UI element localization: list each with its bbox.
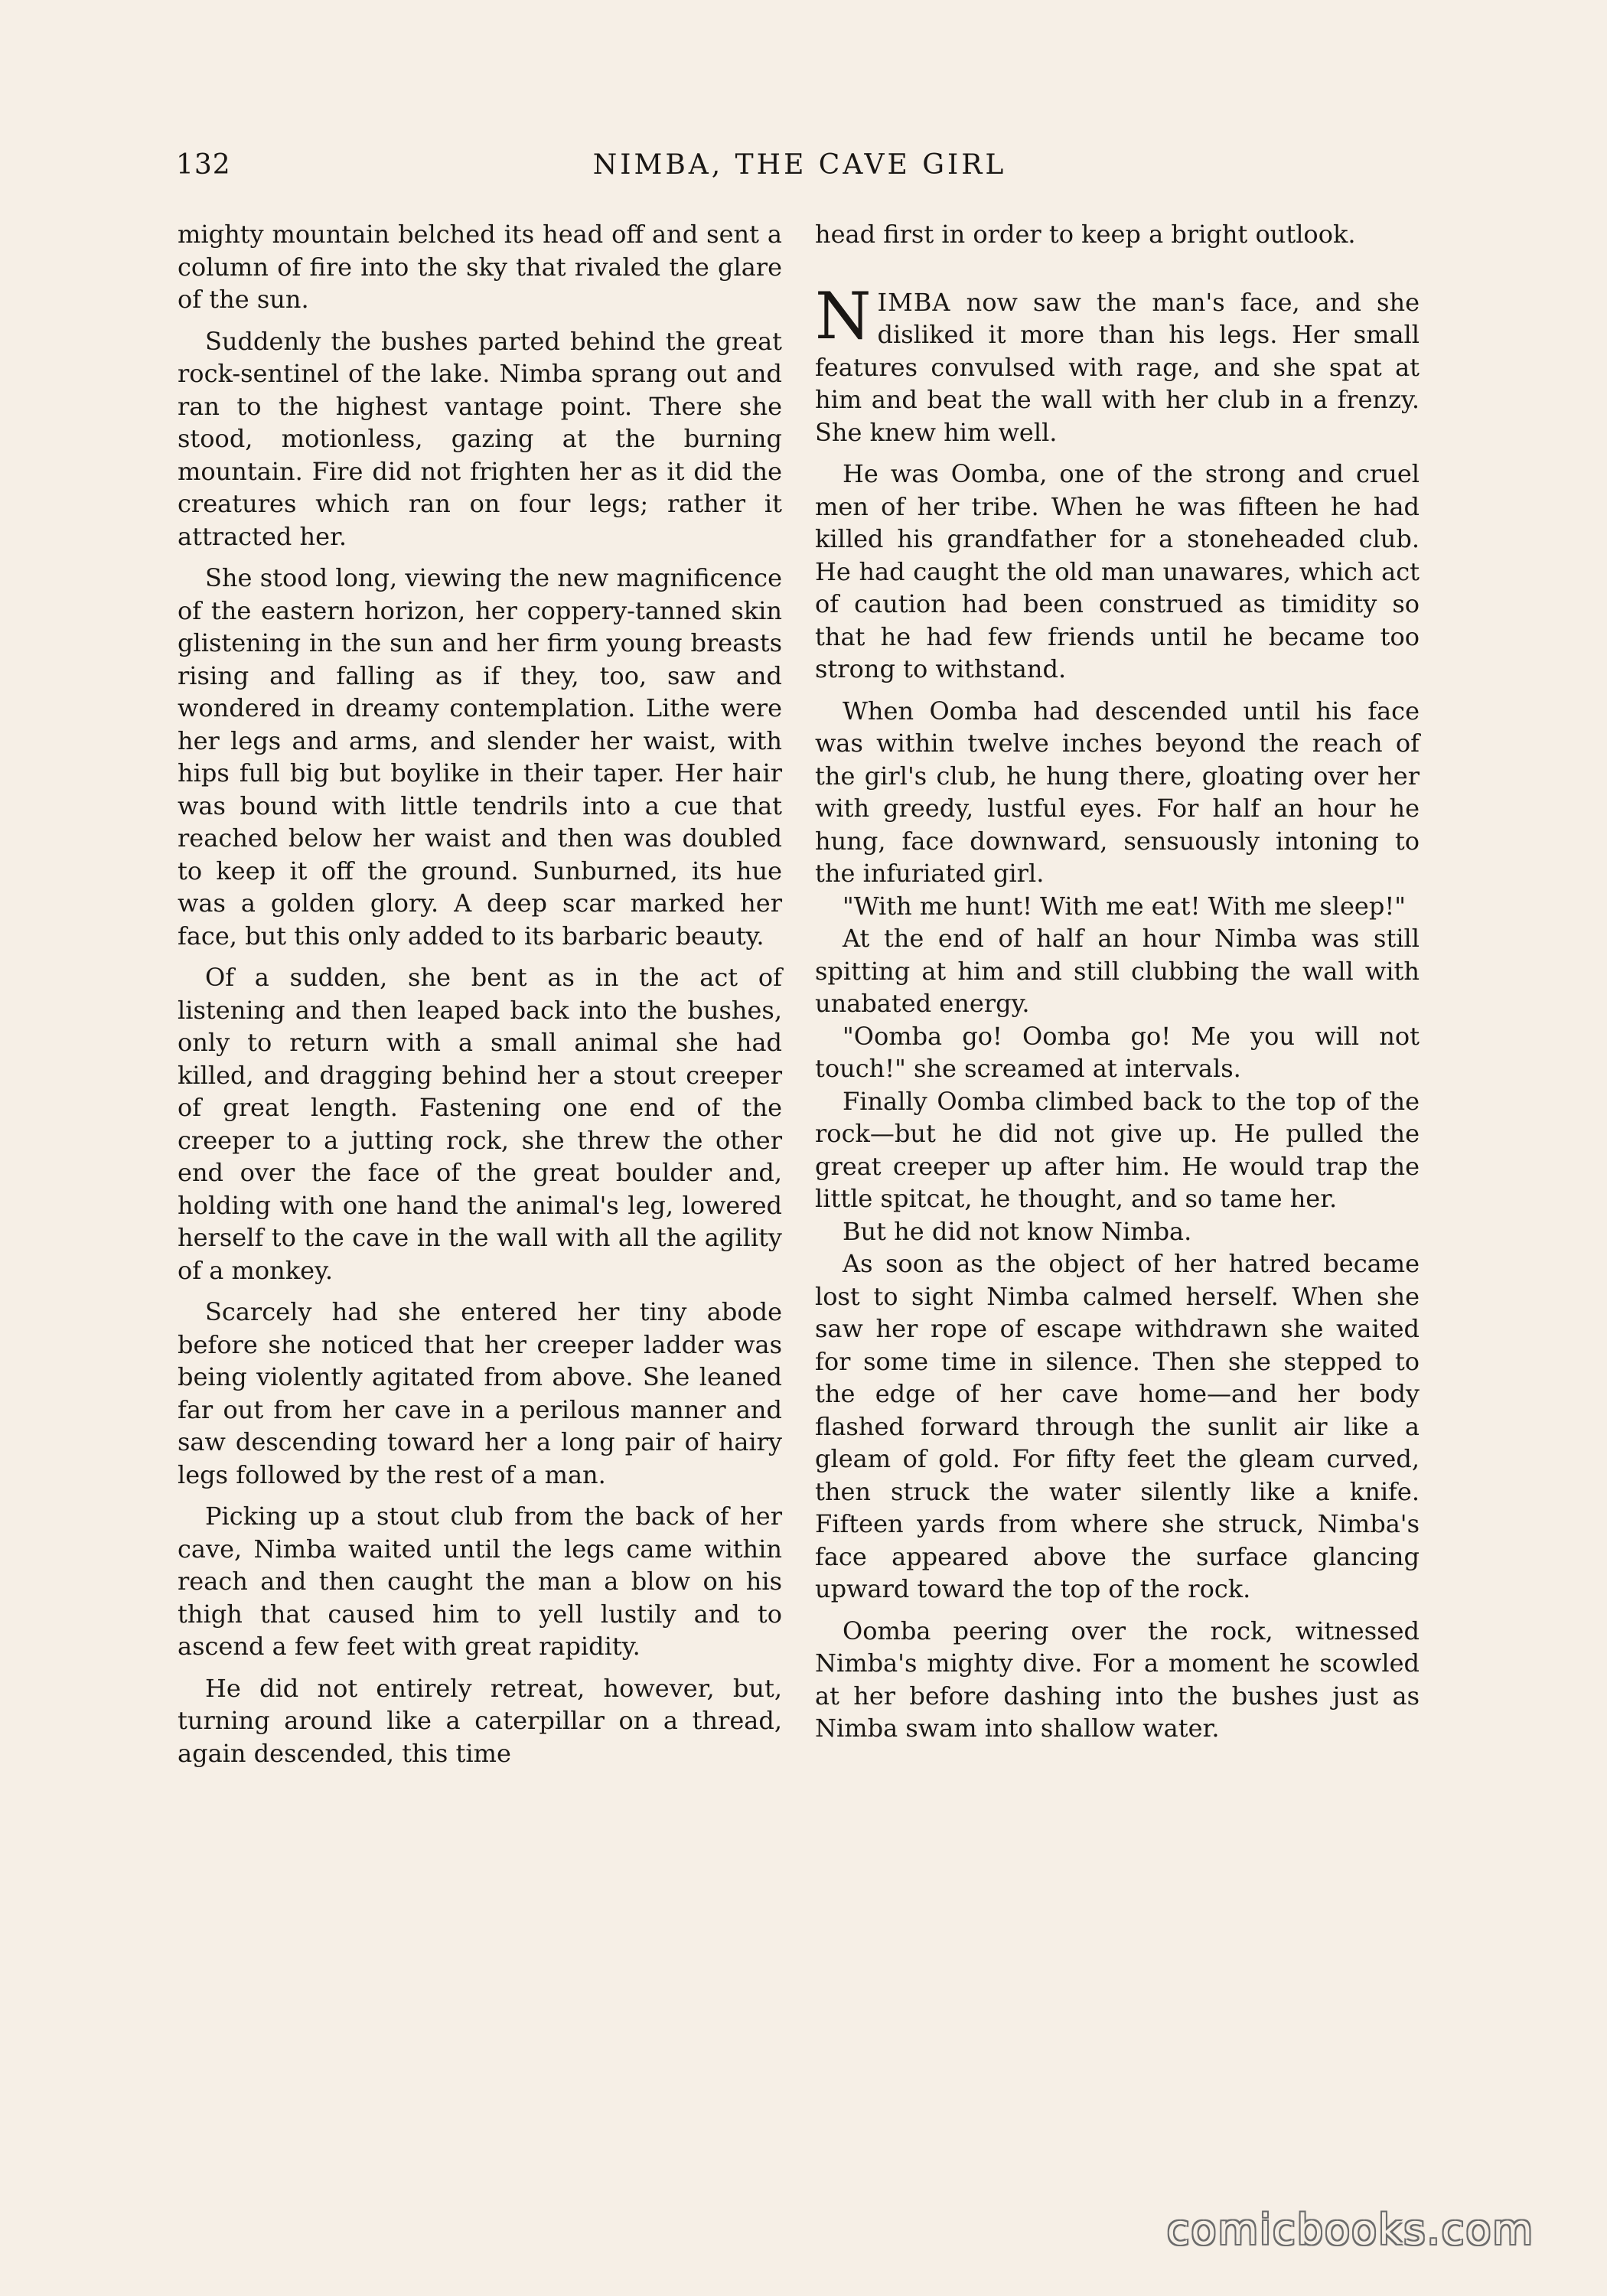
paragraph: head first in order to keep a bright outlook. (815, 220, 1356, 249)
page-header (176, 149, 1423, 195)
paragraph: "With me hunt! With me eat! With me sleep!" (843, 891, 1406, 921)
paragraph: At the end of half an hour Nimba was still spitting at him and still clubbing the wall with unabated energy. (815, 924, 1420, 1018)
paragraph: Oomba peering over the rock, witnessed Nimba's mighty dive. For a moment he scowled at her before dashing into the bushes just as Nimba swam into shallow water. (815, 1616, 1420, 1743)
right-column (815, 218, 1420, 1745)
paragraph: When Oomba had descended until his face was within twelve inches beyond the reach of the girl's club, he hung there, gloating over her with greedy, lustful eyes. For half an hour he hung, face downward, sensuously intoning to the infuriated girl. (815, 696, 1420, 888)
left-column (178, 218, 782, 1769)
dropcap-paragraph (815, 278, 1420, 449)
paragraph: But he did not know Nimba. (843, 1216, 1192, 1246)
paragraph: Suddenly the bushes parted behind the great rock-sentinel of the lake. Nimba sprang out and ran to the highest vantage point. There she stood, motionless, gazing at the burning mountain. Fire did not frighten her as it did the creatures which ran on four legs; rather it attracted her. (178, 326, 782, 551)
paragraph: He was Oomba, one of the strong and cruel men of her tribe. When he was fifteen he had killed his grandfather for a stoneheaded club. He had caught the old man unawares, which act of caution had been construed as timidity so that he had few friends until he became too strong to withstand. (815, 459, 1420, 683)
paragraph: She stood long, viewing the new magnificence of the eastern horizon, her coppery-tanned skin glistening in the sun and her firm young breasts rising and falling as if they, too, saw and wondered in dreamy contemplation. Lithe were her legs and arms, and slender her waist, with hips full big but boylike in their taper. Her hair was bound with little tendrils into a cue that reached below her waist and then was doubled to keep it off the ground. Sunburned, its hue was a golden glory. A deep scar marked her face, but this only added to its barbaric beauty. (178, 563, 782, 951)
paragraph: "Oomba go! Oomba go! Me you will not touch!" she screamed at intervals. (815, 1021, 1420, 1083)
paragraph: Finally Oomba climbed back to the top of the rock—but he did not give up. He pulled the great creeper up after him. He would trap the little spitcat, he thought, and so tame her. (815, 1086, 1420, 1213)
paragraph: As soon as the object of her hatred became lost to sight Nimba calmed herself. When she saw her rope of escape withdrawn she waited for some time in silence. Then she stepped to the edge of her cave home—and her body flashed forward through the sunlit air like a gleam of gold. For fifty feet the gleam curved, then struck the water silently like a knife. Fifteen yards from where she struck, Nimba's face appeared above the surface glancing upward toward the top of the rock. (815, 1249, 1420, 1603)
paragraph: Of a sudden, she bent as in the act of listening and then leaped back into the bushes, only to return with a small animal she had killed, and dragging behind her a stout creeper of great length. Fastening one end of the creeper to a jutting rock, she threw the other end over the face of the great boulder and, holding with one hand the animal's leg, lowered herself to the cave in the wall with all the agility of a monkey. (178, 963, 782, 1285)
dropcap-smallcaps: IMBA (877, 287, 951, 317)
dropcap-paragraph-text: now saw the man's face, and she disliked it more than his legs. Her small features convulsed with rage, and she spat at him and beat the wall with her club in a frenzy. She knew him well. (815, 287, 1420, 447)
watermark: comicbooks.com (1166, 2206, 1534, 2254)
running-title: NIMBA, THE CAVE GIRL (592, 149, 1007, 181)
paragraph: Picking up a stout club from the back of her cave, Nimba waited until the legs came within reach and then caught the man a blow on his thigh that caused him to yell lustily and to ascend a few feet with great rapidity. (178, 1502, 782, 1661)
paragraph: He did not entirely retreat, however, but, turning around like a caterpillar on a thread, again descended, this time (178, 1673, 782, 1768)
dropcap-letter: N (815, 278, 872, 354)
page-number: 132 (176, 149, 231, 181)
paragraph: Scarcely had she entered her tiny abode before she noticed that her creeper ladder was being violently agitated from above. She leaned far out from her cave in a perilous manner and saw descending toward her a long pair of hairy legs followed by the rest of a man. (178, 1297, 782, 1489)
paragraph: mighty mountain belched its head off and sent a column of fire into the sky that rivaled the glare of the sun. (178, 220, 782, 314)
